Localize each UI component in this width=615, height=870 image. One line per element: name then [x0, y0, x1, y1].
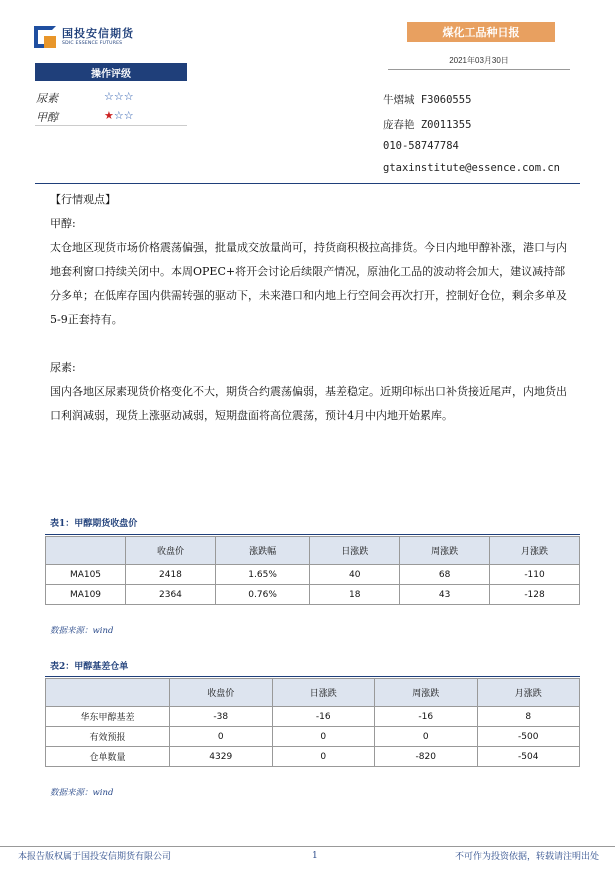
- table-header-cell: 日涨跌: [310, 537, 400, 565]
- report-type-tag: 煤化工品种日报: [407, 22, 555, 42]
- star-empty-icon: ☆: [104, 90, 114, 103]
- table-row: [46, 747, 580, 767]
- table-header-row: [46, 679, 580, 707]
- star-rating-icon: [104, 90, 164, 103]
- table-header-cell: 收盘价: [170, 679, 273, 707]
- page-number: 1: [312, 851, 318, 861]
- contract-cell: MA109: [46, 585, 126, 605]
- table-cell: 0.76%: [215, 585, 309, 605]
- section-heading: 【行情观点】: [50, 193, 116, 206]
- table-cell: 4329: [170, 747, 273, 767]
- table-cell: 40: [310, 565, 400, 585]
- divider: [45, 534, 580, 535]
- table-cell: 0: [272, 747, 375, 767]
- methanol-commentary: 太仓地区现货市场价格震荡偏强，批量成交放量尚可，持货商积极拉高排货。今日内地甲醇补涨，港口与内地套利窗口持续关闭中。本周OPEC+将开会讨论后续限产情况，原油化工品的波动将会加大，建议减持部分多单；在低库存国内供需转强的驱动下，未来港口和内地上行空间会再次打开，控制好仓位，剩余多单及5-9正套持有。: [50, 241, 567, 326]
- table-cell: -110: [490, 565, 580, 585]
- footer-copyright: 本报告版权属于国投安信期货有限公司: [18, 852, 172, 862]
- rating-row-urea: [36, 90, 134, 106]
- analyst-line: 牛熠城 F3060555: [383, 94, 472, 106]
- table1-source: 数据来源：wind: [50, 626, 114, 636]
- table-cell: -504: [477, 747, 580, 767]
- table1-title: 表1：甲醇期货收盘价: [50, 519, 138, 529]
- footer-disclaimer: 不可作为投资依据，转载请注明出处: [455, 852, 600, 862]
- methanol-label: 甲醇:: [50, 217, 76, 230]
- table-header-cell: 月涨跌: [477, 679, 580, 707]
- email-link[interactable]: gtaxinstitute@essence.com.cn: [383, 162, 561, 174]
- table-header-cell: 日涨跌: [272, 679, 375, 707]
- star-filled-icon: ★: [104, 109, 114, 122]
- divider: [35, 125, 187, 126]
- phone-number: 010-58747784: [383, 140, 459, 152]
- rating-row-methanol: [36, 109, 134, 125]
- table-header-row: [46, 537, 580, 565]
- table-header-cell: [46, 679, 170, 707]
- row-label-cell: 华东甲醇基差: [46, 707, 170, 727]
- table2-title: 表2：甲醇基差仓单: [50, 662, 129, 672]
- table-cell: 2418: [126, 565, 216, 585]
- star-rating-icon: [104, 109, 164, 122]
- star-empty-icon: ☆: [123, 90, 134, 103]
- company-logo: [34, 26, 134, 48]
- table-row: [46, 585, 580, 605]
- urea-label: 尿素:: [50, 361, 76, 374]
- star-empty-icon: ☆: [113, 109, 124, 122]
- table-cell: 68: [400, 565, 490, 585]
- report-date: 2021年03月30日: [388, 55, 570, 70]
- logo-name-cn: 国投安信期货: [62, 26, 134, 40]
- table-cell: -38: [170, 707, 273, 727]
- table-header-cell: 周涨跌: [375, 679, 478, 707]
- row-label-cell: 仓单数量: [46, 747, 170, 767]
- table-row: [46, 565, 580, 585]
- header-divider: [35, 183, 580, 184]
- urea-commentary: 国内各地区尿素现货价格变化不大，期货合约震荡偏弱，基差稳定。近期印标出口补货接近尾声，内地货出口利润减弱，现货上涨驱动减弱，短期盘面将高位震荡，预计4月中内地开始累库。: [50, 385, 567, 422]
- table-cell: 43: [400, 585, 490, 605]
- table-cell: 18: [310, 585, 400, 605]
- divider: [45, 676, 580, 677]
- table-cell: 8: [477, 707, 580, 727]
- table-header-cell: 涨跌幅: [215, 537, 309, 565]
- star-empty-icon: ☆: [113, 90, 124, 103]
- table-cell: -820: [375, 747, 478, 767]
- table-cell: 0: [170, 727, 273, 747]
- table-cell: 0: [375, 727, 478, 747]
- logo-name-en: SDIC ESSENCE FUTURES: [62, 40, 123, 46]
- analyst-line: 庞春艳 Z0011355: [383, 119, 472, 131]
- table-cell: -128: [490, 585, 580, 605]
- table-header-cell: [46, 537, 126, 565]
- table-row: [46, 707, 580, 727]
- footer-divider: [0, 846, 615, 847]
- row-label-cell: 有效预报: [46, 727, 170, 747]
- table-cell: 1.65%: [215, 565, 309, 585]
- table2-source: 数据来源：wind: [50, 788, 114, 798]
- table-cell: 0: [272, 727, 375, 747]
- methanol-futures-table: [45, 536, 580, 605]
- rating-product-name: 甲醇: [36, 111, 58, 124]
- table-row: [46, 727, 580, 747]
- star-empty-icon: ☆: [123, 109, 134, 122]
- rating-section-title: 操作评级: [35, 63, 187, 81]
- table-header-cell: 收盘价: [126, 537, 216, 565]
- logo-mark-icon: [34, 26, 56, 48]
- table-cell: -16: [375, 707, 478, 727]
- table-cell: 2364: [126, 585, 216, 605]
- table-cell: -500: [477, 727, 580, 747]
- table-header-cell: 周涨跌: [400, 537, 490, 565]
- methanol-basis-table: [45, 678, 580, 767]
- table-cell: -16: [272, 707, 375, 727]
- contract-cell: MA105: [46, 565, 126, 585]
- rating-product-name: 尿素: [36, 92, 58, 105]
- table-header-cell: 月涨跌: [490, 537, 580, 565]
